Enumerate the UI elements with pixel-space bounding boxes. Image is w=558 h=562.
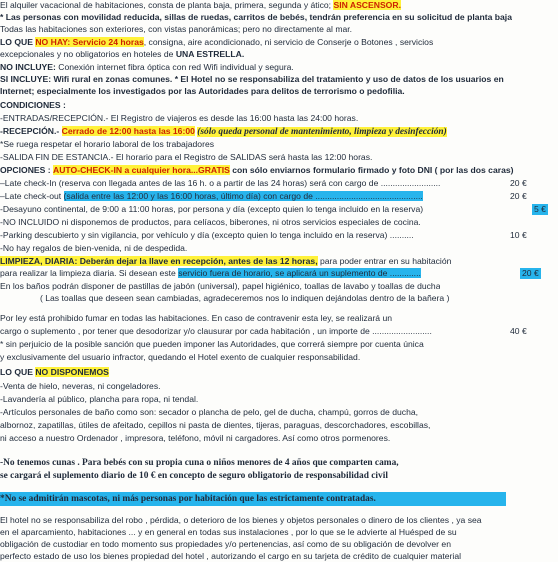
- not-included-line: [0, 62, 294, 73]
- theft-disclaimer-1: El hotel no se responsabiliza del robo , pérdida, o deterioro de los bienes y objetos personales o dinero de los clientes , ya sea: [0, 515, 482, 525]
- respect-staff-note: *Se ruega respetar el horario laboral de los trabajadores: [0, 139, 215, 149]
- smoking-charge-price: 40 €: [510, 326, 527, 336]
- not-available-text: , consigna, aire acondicionado, ni servicio de Conserje o Botones , servicios: [143, 37, 434, 47]
- reception-closed-highlight: Cerrado de 12:00 hasta las 16:00: [61, 126, 195, 136]
- sanction-note: * sin perjuicio de la posible sanción que pueden imponer las Autoridades, que correrá siempre por cuenta única: [0, 339, 424, 349]
- bathroom-supplies-line: En los baños podrán disponer de pastillas de jabón (universal), papel higiénico, toallas de lavabo y toallas de ducha: [0, 281, 441, 291]
- theft-disclaimer-3: obligación de custodiar en todo momento sus propiedades y/o pertenencias, así como de su obligación de devolver en: [0, 539, 451, 549]
- theft-disclaimer-4: perfecto estado de uso los bienes propiedad del hotel , autorizando el cargo en su tarjeta de crédito de cualquier material: [0, 551, 462, 561]
- intro-text: El alquiler vacacional de habitaciones, consta de planta baja, primera, segunda y ático;: [0, 0, 332, 10]
- checkout-hours: -SALIDA FIN DE ESTANCIA.- El horario para el Registro de SALIDAS será hasta las 12:00 horas.: [0, 152, 373, 162]
- options-line: [0, 165, 514, 176]
- daily-cleaning-highlight: LIMPIEZA, DIARIA: Deberán dejar la llave en recepción, antes de las 12 horas,: [0, 256, 318, 266]
- cleaning-surcharge-highlight: servicio fuera de horario, se aplicará un suplemento de .............: [178, 268, 421, 278]
- liability-note: y exclusivamente del usuario infractor, quedando el Hotel exento de cualquier responsabilidad.: [0, 352, 361, 362]
- not-available-label: LO QUE: [0, 37, 33, 47]
- late-checkin-line: –Late check-In (reserva con llegada antes de las 16 h. o a partir de las 24 horas) será con cargo de .........................: [0, 178, 441, 188]
- included-wifi-text: SI INCLUYE: Wifi rural en zonas comunes.: [0, 74, 173, 84]
- reception-label: -RECEPCIÓN.-: [0, 126, 60, 136]
- cleaning-schedule-line: [0, 268, 421, 279]
- late-checkout-highlight: (salida entre las 12:00 y las 16:00 horas, último día) con cargo de .............................................: [63, 191, 423, 201]
- no-cribs-line: -No tenemos cunas . Para bebés con su propia cuna o niños menores de 4 años que comparten cama,: [0, 458, 399, 468]
- not-provided-highlight: NO DISPONEMOS: [35, 367, 109, 377]
- intro-line: [0, 0, 401, 11]
- no-elevator-highlight: SIN ASCENSOR.: [333, 0, 401, 10]
- not-provided-label: LO QUE: [0, 367, 33, 377]
- parking-line: -Parking descubierto y sin vigilancia, por vehículo y día (excepto quien lo tenga incluido en la reserva) ..........: [0, 230, 414, 240]
- check-in-hours: -ENTRADAS/RECEPCIÓN.- El Registro de viajeros es desde las 16:00 hasta las 24:00 horas.: [0, 113, 359, 123]
- late-checkout-label: –Late check-out: [0, 191, 62, 201]
- late-checkout-price: 20 €: [510, 191, 527, 201]
- included-line: [0, 74, 504, 85]
- late-checkout-line: [0, 191, 423, 202]
- cleaning-schedule-text: para realizar la limpieza diaria. Si desean este: [0, 268, 176, 278]
- no-special-diet-line: -NO INCLUIDO ni disponemos de productos, para celíacos, biberones, ni otros servicios especiales de cocina.: [0, 217, 421, 227]
- personal-items-line-2: albornoz, zapatillas, útiles de afeitado, cepillos ni pasta de dientes, tijeras, paraguas, descorchadores, escobillas,: [0, 420, 431, 430]
- cleaning-surcharge-price: 20 €: [522, 268, 539, 278]
- one-star-label: UNA ESTRELLA.: [175, 49, 245, 59]
- rooms-exterior-text: Todas las habitaciones son exteriores, con vistas panorámicas; pero no directamente al mar.: [0, 24, 353, 34]
- personal-items-line-1: -Artículos personales de baño como son: secador o plancha de pelo, gel de ducha, champú, gorros de ducha,: [0, 407, 419, 417]
- cleaning-line: [0, 256, 451, 267]
- theft-disclaimer-2: en el aparcamiento, habitaciones ... y en general en todas sus instalaciones , por lo que se le advierte al Huésped de su: [0, 527, 457, 537]
- exceptional-services-text: excepcionales y no obligatorios en hoteles de: [0, 49, 174, 59]
- no-ice-line: -Venta de hielo, neveras, ni congeladores.: [0, 381, 161, 391]
- breakfast-price: 5 €: [534, 204, 546, 214]
- smoking-ban-line: Por ley está prohibido fumar en todas las habitaciones. En caso de contravenir esta ley, se realizará un: [0, 313, 393, 323]
- no-pets-banner: *No se admitirán mascotas, ni más personas por habitación que las estrictamente contratadas.: [0, 492, 506, 506]
- not-available-line: [0, 37, 433, 48]
- not-included-label: NO INCLUYE:: [0, 62, 56, 72]
- no-gifts-line: -No hay regalos de bien-venida, ni de despedida.: [0, 243, 188, 253]
- auto-checkin-conditions: con sólo enviarnos formulario firmado y foto DNI ( por las dos caras): [232, 165, 514, 175]
- reception-line: [0, 126, 447, 138]
- exceptional-services-line: [0, 49, 244, 60]
- personal-items-line-3: ni acceso a nuestro Ordenador , impresora, teléfono, móvil ni cargadores. Así como otros pormenores.: [0, 433, 391, 443]
- reduced-mobility-note: * Las personas con movilidad reducida, sillas de ruedas, carritos de bebés, tendrán preferencia en su solicitud de planta baja: [0, 12, 512, 22]
- smoking-charge-line: cargo o suplemento , por tener que desodorizar y/o clausurar por cada habitación , un importe de .........................: [0, 326, 432, 336]
- internet-disclaimer: Internet; especialmente los investigados por las Autoridades para delitos de terrorismo o pedofilia.: [0, 86, 405, 96]
- crib-supplement-line: se cargará el suplemento diario de 10 € en concepto de seguro obligatorio de responsabilidad civil: [0, 471, 388, 481]
- reception-staff-note: (sólo queda personal de mantenimiento, limpieza y desinfección): [197, 127, 447, 137]
- late-checkin-price: 20 €: [510, 178, 527, 188]
- not-provided-heading: [0, 367, 109, 378]
- no-24h-service-highlight: NO HAY: Servicio 24 horas: [35, 37, 144, 47]
- not-included-text: Conexión internet fibra óptica con red Wifi individual y segura.: [58, 62, 294, 72]
- towels-note: ( Las toallas que deseen sean cambiadas, agradeceremos nos lo indiquen dejándolas dentro de la bañera ): [40, 293, 450, 303]
- no-laundry-line: -Lavandería al público, plancha para ropa, ni tendal.: [0, 394, 199, 404]
- conditions-heading: CONDICIONES :: [0, 100, 66, 110]
- cleaning-access-text: para poder entrar en su habitación: [320, 256, 452, 266]
- options-label: OPCIONES :: [0, 165, 51, 175]
- auto-checkin-highlight: AUTO-CHECK-IN a cualquier hora...GRATIS: [53, 165, 230, 175]
- parking-price: 10 €: [510, 230, 527, 240]
- breakfast-line: -Desayuno continental, de 9:00 a 11:00 horas, por persona y día (excepto quien lo tenga incluido en la reserva): [0, 204, 424, 214]
- data-responsibility-text: * El Hotel no se responsabiliza del tratamiento y uso de datos de los usuarios en: [174, 74, 504, 84]
